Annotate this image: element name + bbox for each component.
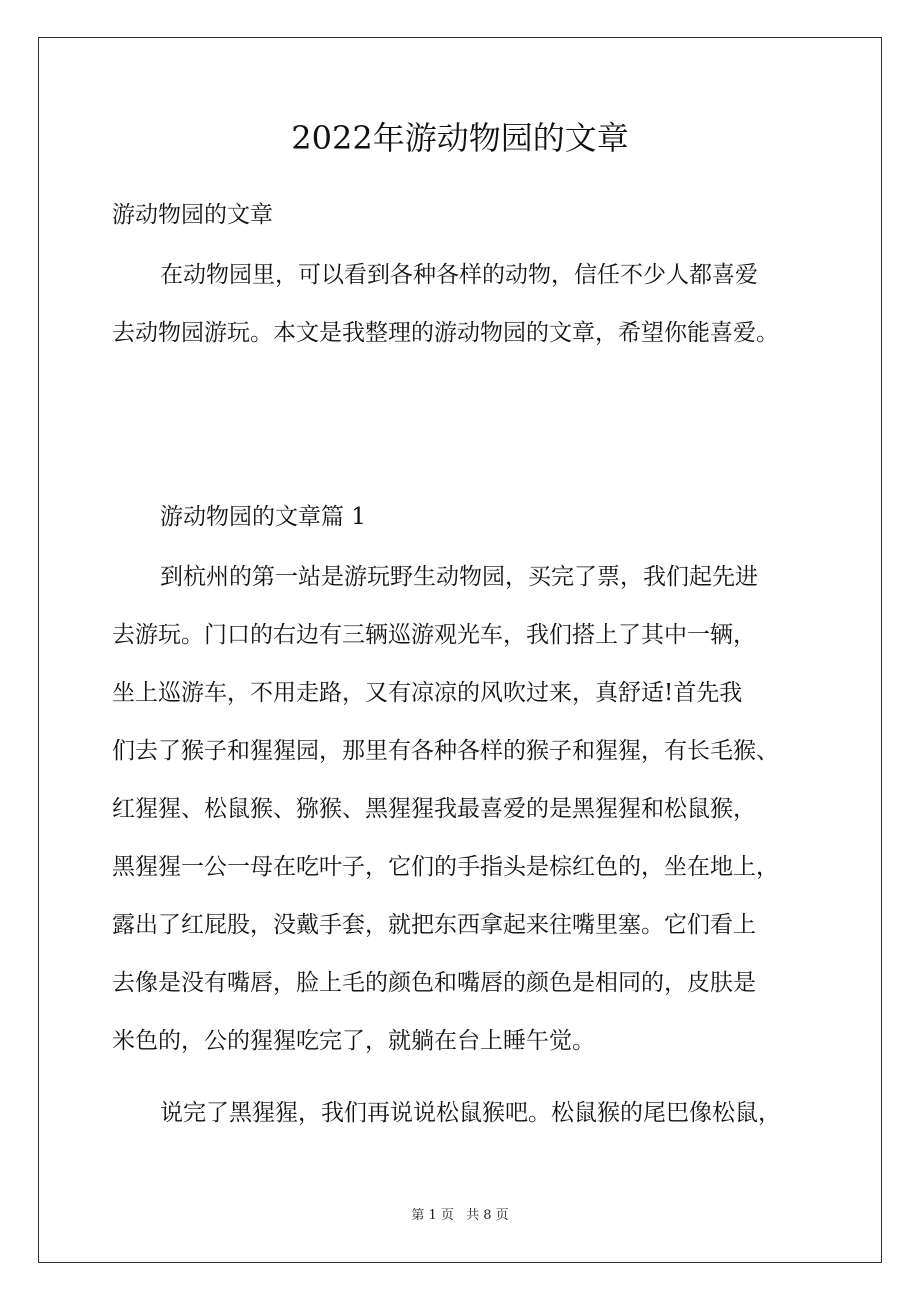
document-subtitle: 游动物园的文章	[112, 202, 273, 228]
document-title: 2022年游动物园的文章	[291, 119, 629, 157]
body-line: 坐上巡游车，不用走路，又有凉凉的风吹过来，真舒适!首先我	[112, 680, 743, 706]
next-paragraph	[112, 1084, 812, 1142]
section-heading-block	[112, 488, 812, 546]
body-line: 去游玩。门口的右边有三辆巡游观光车，我们搭上了其中一辆，	[112, 622, 756, 648]
intro-paragraph	[112, 246, 812, 362]
body-line: 们去了猴子和猩猩园，那里有各种各样的猴子和猩猩，有长毛猴、	[112, 738, 779, 764]
body-line: 米色的，公的猩猩吃完了，就躺在台上睡午觉。	[112, 1028, 595, 1054]
page-number: 第 1 页	[411, 1208, 454, 1223]
body-line: 红猩猩、松鼠猴、猕猴、黑猩猩我最喜爱的是黑猩猩和松鼠猴，	[112, 796, 756, 822]
body-line: 到杭州的第一站是游玩野生动物园，买完了票，我们起先进	[160, 564, 758, 590]
body-line: 说完了黑猩猩，我们再说说松鼠猴吧。松鼠猴的尾巴像松鼠，	[160, 1100, 781, 1126]
body-line: 黑猩猩一公一母在吃叶子，它们的手指头是棕红色的，坐在地上，	[112, 854, 779, 880]
page-footer	[0, 1207, 920, 1225]
section-heading: 游动物园的文章篇 1	[160, 504, 366, 530]
body-paragraph	[112, 548, 812, 1070]
intro-line: 去动物园游玩。本文是我整理的游动物园的文章，希望你能喜爱。	[112, 320, 779, 346]
body-line: 露出了红屁股，没戴手套，就把东西拿起来往嘴里塞。它们看上	[112, 912, 756, 938]
intro-line: 在动物园里，可以看到各种各样的动物，信任不少人都喜爱	[160, 262, 758, 288]
body-line: 去像是没有嘴唇，脸上毛的颜色和嘴唇的颜色是相同的，皮肤是	[112, 970, 756, 996]
page-total: 共 8 页	[466, 1208, 509, 1223]
